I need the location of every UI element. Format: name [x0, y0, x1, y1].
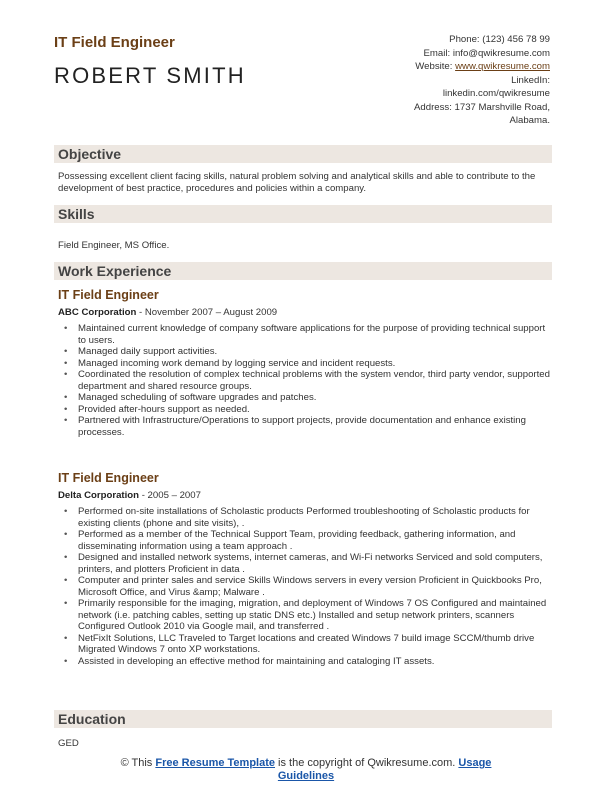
footer	[54, 757, 558, 783]
job-1-title: IT Field Engineer	[58, 288, 159, 302]
contact-linkedin-label: LinkedIn:	[511, 74, 550, 86]
section-work-header	[54, 262, 552, 280]
job-2-dates: - 2005 – 2007	[139, 490, 201, 501]
header-job-title: IT Field Engineer	[54, 34, 175, 51]
contact-linkedin-value: linkedin.com/qwikresume	[442, 88, 550, 99]
section-objective-title: Objective	[58, 146, 122, 162]
contact-website-link[interactable]: www.qwikresume.com	[455, 61, 550, 72]
contact-block	[310, 33, 550, 128]
objective-text: Possessing excellent client facing skills, natural problem solving and analytical skills and able to contribute to the development of best practice, procedures and policies within a company.	[58, 171, 536, 194]
skills-text: Field Engineer, MS Office.	[58, 240, 170, 251]
free-resume-template-link[interactable]: Free Resume Template	[155, 757, 275, 769]
list-item: • Managed incoming work demand by logging service and incident requests.	[58, 358, 552, 370]
usage-guidelines-link-part1[interactable]: Usage	[458, 757, 492, 769]
list-item: • Computer and printer sales and service Skills Windows servers in every version Proficient in Quickbooks Pro, Microsoft Office, and Virus &amp; Malware .	[58, 575, 552, 598]
job-2-company-line	[58, 490, 201, 501]
list-item: • Provided after-hours support as needed.	[58, 404, 552, 416]
list-item: • Designed and installed network systems, internet cameras, and Wi-Fi networks Serviced and sold computers, printers, and plotters Proficient in data .	[58, 552, 552, 575]
job-1-bullets	[58, 323, 552, 438]
candidate-name: ROBERT SMITH	[54, 63, 246, 88]
contact-address-line1: Address: 1737 Marshville Road,	[414, 101, 550, 113]
section-skills-title: Skills	[58, 206, 95, 222]
contact-email: Email: info@qwikresume.com	[423, 47, 550, 59]
list-item: • Coordinated the resolution of complex technical problems with the system vendor, third party vendor, supported department and shared resource groups.	[58, 369, 552, 392]
job-1-company-line	[58, 307, 277, 318]
list-item: • Managed scheduling of software upgrades and patches.	[58, 392, 552, 404]
section-education-header	[54, 710, 552, 728]
list-item: • Maintained current knowledge of company software applications for the purpose of providing technical support to users.	[58, 323, 552, 346]
job-2-company: Delta Corporation	[58, 490, 140, 501]
section-education-title: Education	[58, 711, 126, 727]
job-1-company: ABC Corporation	[58, 307, 137, 318]
footer-prefix: © This	[120, 757, 156, 769]
contact-address-line2: Alabama.	[509, 115, 550, 126]
job-1-dates: - November 2007 – August 2009	[136, 307, 278, 318]
list-item: • Assisted in developing an effective method for maintaining and cataloging IT assets.	[58, 656, 552, 668]
list-item: • Performed on-site installations of Scholastic products Performed troubleshooting of Scholastic products for existing clients (phone and site visits), .	[58, 506, 552, 529]
contact-phone: Phone: (123) 456 78 99	[449, 34, 550, 45]
usage-guidelines-link-part2[interactable]: Guidelines	[277, 770, 335, 782]
education-text: GED	[58, 738, 79, 749]
job-2-title: IT Field Engineer	[58, 471, 159, 485]
job-2-bullets	[58, 506, 552, 667]
contact-website	[310, 60, 550, 74]
list-item: • Managed daily support activities.	[58, 346, 552, 358]
list-item: • Primarily responsible for the imaging, migration, and deployment of Windows 7 OS Configured and maintained network (i.e. patching cables, setting up static DNS etc.) Installed and setup network printers, scanners Configured Outlook 2010 via Google mail, and transferred .	[58, 598, 552, 633]
section-skills-header	[54, 205, 552, 223]
footer-middle: is the copyright of Qwikresume.com.	[275, 757, 459, 769]
section-objective-header	[54, 145, 552, 163]
contact-website-label: Website:	[415, 61, 456, 72]
list-item: • Partnered with Infrastructure/Operations to support projects, provide documentation and enhance existing processes.	[58, 415, 552, 438]
list-item: • NetFixIt Solutions, LLC Traveled to Target locations and created Windows 7 build image SCCM/thumb drive Migrated Windows 7 onto XP workstations.	[58, 633, 552, 656]
section-work-title: Work Experience	[58, 263, 172, 279]
list-item: • Performed as a member of the Technical Support Team, providing feedback, gathering information, and disseminating information using a team approach .	[58, 529, 552, 552]
